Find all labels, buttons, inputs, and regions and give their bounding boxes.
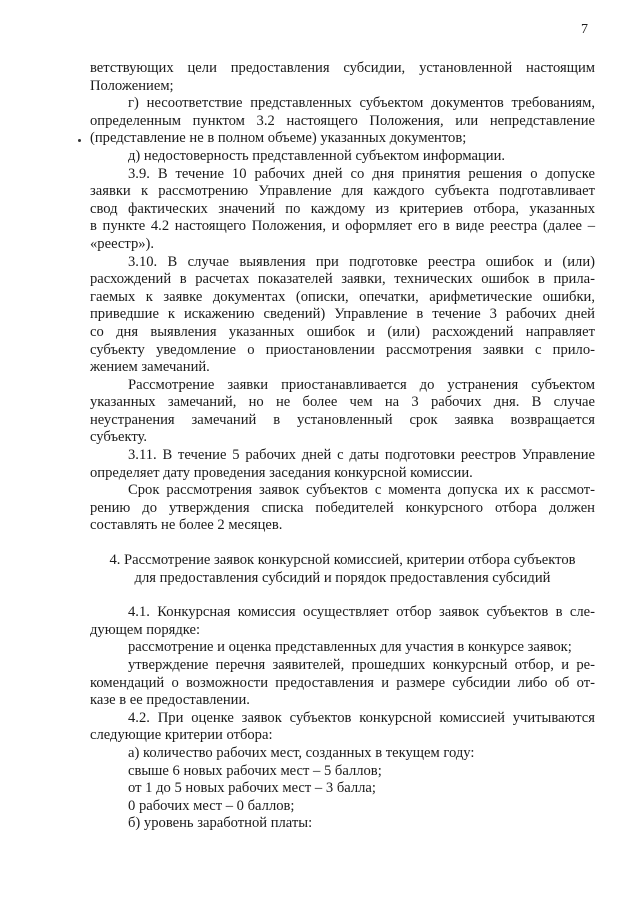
text-line: гаемых к заявке документах (описки, опечатки, арифметические ошибки,	[90, 288, 595, 305]
text-line: б) уровень заработной платы:	[128, 815, 313, 832]
margin-dot-mark	[78, 139, 81, 142]
criterion-a	[90, 745, 595, 763]
text-line: рению до утверждения списка победителей конкурсного отбора должен	[90, 499, 595, 516]
text-line: 0 рабочих мест – 0 баллов;	[128, 797, 295, 814]
text-line: комендаций о возможности предоставления и размере субсидии либо об от-	[90, 674, 595, 691]
paragraph-item-g	[90, 95, 595, 148]
text-line: составлять не более 2 месяцев.	[90, 517, 283, 534]
text-line: д) недостоверность представленной субъектом информации.	[128, 147, 506, 164]
criterion-a-option	[90, 798, 595, 816]
text-line: Рассмотрение заявки приостанавливается до устранения субъектом	[128, 376, 595, 393]
text-line: рассмотрение и оценка представленных для участия в конкурсе заявок;	[128, 639, 572, 656]
text-line: субъекту.	[90, 429, 148, 446]
section-heading-line: 4. Рассмотрение заявок конкурсной комиссией, критерии отбора субъектов	[109, 552, 576, 569]
section-heading-line: для предоставления субсидий и порядок предоставления субсидий	[134, 569, 551, 586]
text-line: заявки к рассмотрению Управление для каждого субъекта подготавливает	[90, 183, 595, 200]
text-line: 3.11. В течение 5 рабочих дней с даты подготовки реестров Управление	[128, 447, 595, 464]
text-line: определяет дату проведения заседания конкурсной комиссии.	[90, 464, 473, 481]
text-line: «реестр»).	[90, 235, 155, 252]
text-line: неустранения замечаний в установленный срок заявка возвращается	[90, 411, 595, 428]
text-line: 3.10. В случае выявления при подготовке реестра ошибок и (или)	[128, 253, 595, 270]
paragraph-3-11	[90, 447, 595, 482]
text-line: дующем порядке:	[90, 621, 201, 638]
text-line: следующие критерии отбора:	[90, 727, 273, 744]
paragraph-item-d	[90, 148, 595, 166]
text-line: расхождений в расчетах показателей заявки, технических ошибок в прила-	[90, 271, 595, 288]
text-line: 4.2. При оценке заявок субъектов конкурсной комиссией учитываются	[128, 709, 595, 726]
text-line: 4.1. Конкурсная комиссия осуществляет отбор заявок субъектов в сле-	[128, 604, 595, 621]
text-line: определенным пунктом 3.2 настоящего Положения, или непредставление	[90, 112, 595, 129]
text-line: субъекту уведомление о приостановлении рассмотрения заявки с прило-	[90, 341, 595, 358]
paragraph-review-term	[90, 482, 595, 535]
text-line: приведшие к искажению сведений) Управление в течение 3 рабочих дней	[90, 306, 595, 323]
page-number: 7	[581, 22, 588, 37]
paragraph-4-1	[90, 604, 595, 639]
paragraph-continuation	[90, 60, 595, 95]
text-line: указанных замечаний, но не более чем на 3 рабочих дня. В случае	[90, 394, 595, 411]
text-line: Положением;	[90, 77, 174, 94]
text-line: со дня выявления указанных ошибок и (или) расхождений направляет	[90, 323, 595, 340]
text-line: г) несоответствие представленных субъектом документов требованиям,	[128, 95, 595, 112]
criterion-a-option	[90, 763, 595, 781]
text-line: жением замечаний.	[90, 359, 210, 376]
text-line: свыше 6 новых рабочих мест – 5 баллов;	[128, 762, 382, 779]
paragraph-4-2	[90, 710, 595, 745]
paragraph-suspension	[90, 377, 595, 447]
paragraph-review-evaluation	[90, 639, 595, 657]
paragraph-approval	[90, 657, 595, 710]
paragraph-3-9	[90, 166, 595, 254]
text-line: в пункте 4.2 настоящего Положения, и оформляет его в виде реестра (далее –	[90, 218, 595, 235]
text-line: от 1 до 5 новых рабочих мест – 3 балла;	[128, 780, 376, 797]
paragraph-3-10	[90, 254, 595, 377]
text-line: (представление не в полном объеме) указанных документов;	[90, 130, 467, 147]
text-line: Срок рассмотрения заявок субъектов с момента допуска их к рассмот-	[128, 482, 595, 499]
criterion-b	[90, 815, 595, 833]
section-heading	[90, 552, 595, 587]
text-line: утверждение перечня заявителей, прошедших конкурсный отбор, и ре-	[128, 657, 595, 673]
text-line: свод фактических значений по каждому из критериев отбора, указанных	[90, 200, 595, 217]
text-line: ветствующих цели предоставления субсидии, установленной настоящим	[90, 60, 595, 76]
text-line: казе в ее предоставлении.	[90, 692, 250, 709]
text-line: а) количество рабочих мест, созданных в текущем году:	[128, 744, 475, 761]
document-body	[90, 60, 595, 833]
text-line: 3.9. В течение 10 рабочих дней со дня принятия решения о допуске	[128, 165, 595, 182]
criterion-a-option	[90, 780, 595, 798]
